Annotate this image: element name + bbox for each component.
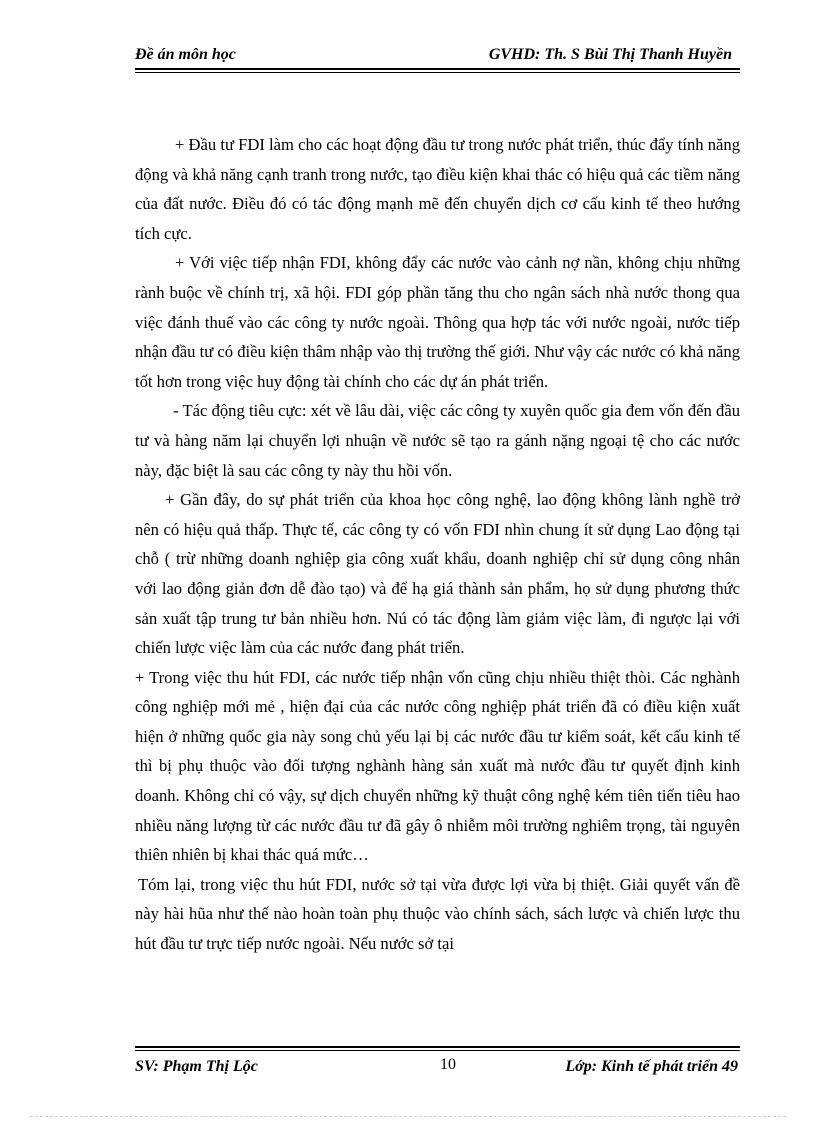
footer-rule-thick — [135, 1046, 740, 1048]
footer-student-name: SV: Phạm Thị Lộc — [135, 1058, 258, 1075]
paragraph: + Với việc tiếp nhận FDI, không đẩy các nước vào cảnh nợ nần, không chịu những rành buộc về chính trị, xã hội. FDI góp phần tăng thu cho ngân sách nhà nước thong qua việc đánh thuế vào các công ty nước ngoài. Thông qua hợp tác với nước ngoài, nước tiếp nhận đầu tư có điều kiện thâm nhập vào thị trường thế giới. Như vậy các nước có khả năng tốt hơn trong việc huy động tài chính cho các dự án phát triển. — [135, 253, 740, 391]
footer-class-name: Lớp: Kinh tế phát triển 49 — [565, 1058, 738, 1075]
header-supervisor: GVHD: Th. S Bùi Thị Thanh Huyền — [488, 46, 732, 63]
paragraph: + Gần đây, do sự phát triển của khoa học công nghệ, lao động không lành nghề trở nên có hiệu quả thấp. Thực tế, các công ty có vốn FDI nhìn chung ít sử dụng Lao động tại chỗ ( trừ những doanh nghiệp gia công xuất khẩu, doanh nghiệp chỉ sử dụng công nhân với lao động giản đơn dễ đào tạo) và để hạ giá thành sản phẩm, họ sử dụng phương thức sản xuất tập trung tư bản nhiều hơn. Nú có tác động làm giảm việc làm, đi ngược lại với chiến lược việc làm của các nước đang phát triển. — [135, 490, 740, 658]
document-body — [135, 130, 740, 959]
paragraph: Tóm lại, trong việc thu hút FDI, nước sở tại vừa được lợi vừa bị thiệt. Giải quyết vấn đề này hài hũa như thế nào hoàn toàn phụ thuộc vào chính sách, sách lược và chiến lược thu hút đầu tư trực tiếp nước ngoài. Nếu nước sở tại — [135, 874, 740, 954]
paragraph: + Trong việc thu hút FDI, các nước tiếp nhận vốn cũng chịu nhiều thiệt thòi. Các nghành công nghiệp mới mẻ , hiện đại của các nước công nghiệp phát triển đã có điều kiện xuất hiện ở những quốc gia này song chủ yếu lại bị các nước đầu tư kiểm soát, kết cấu kinh tế thì bị phụ thuộc vào đối tượng nghành hàng sản xuất mà nước đầu tư quyết định kinh doanh. Không chỉ có vậy, sự dịch chuyển những kỹ thuật công nghệ kém tiên tiến tiêu hao nhiều năng lượng từ các nước đầu tư đã gây ô nhiễm môi trường nghiêm trọng, tài nguyên thiên nhiên bị khai thác quá mức… — [135, 667, 740, 865]
page-edge-divider — [30, 1116, 786, 1117]
footer-rule-thin — [135, 1050, 740, 1051]
page-footer — [135, 1046, 740, 1082]
header-course-title: Đề án môn học — [135, 46, 236, 63]
page-number: 10 — [440, 1056, 456, 1073]
page-header — [135, 44, 740, 70]
paragraph: + Đầu tư FDI làm cho các hoạt động đầu tư trong nước phát triển, thúc đẩy tính năng động và khả năng cạnh tranh trong nước, tạo điều kiện khai thác có hiệu quả các tiềm năng của đất nước. Điều đó có tác động mạnh mẽ đến chuyển dịch cơ cấu kinh tế theo hướng tích cực. — [135, 135, 740, 243]
header-rule-thin — [135, 72, 740, 73]
paragraph: - Tác động tiêu cực: xét về lâu dài, việc các công ty xuyên quốc gia đem vốn đến đầu tư và hàng năm lại chuyển lợi nhuận về nước sẽ tạo ra gánh nặng ngoại tệ cho các nước này, đặc biệt là sau các công ty này thu hồi vốn. — [135, 401, 740, 480]
header-rule-thick — [135, 68, 740, 70]
